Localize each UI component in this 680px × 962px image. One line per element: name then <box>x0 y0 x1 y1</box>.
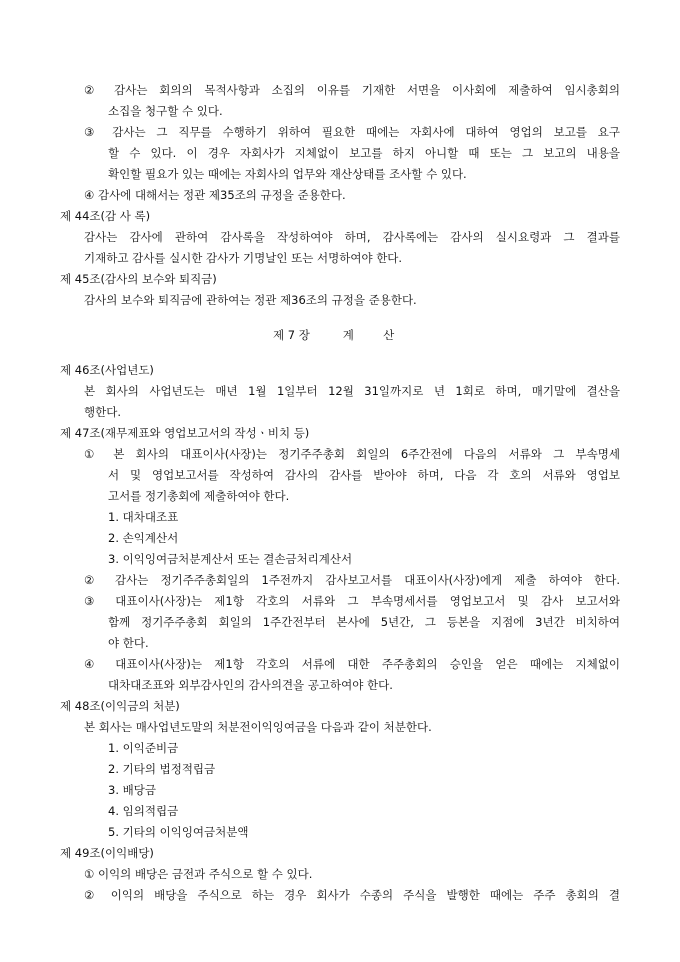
chapter-heading: 제 7 장 계 산 <box>273 328 395 342</box>
text-line: ④ 대표이사(사장)는 제1항 각호의 서류에 대한 주주총회의 승인을 얻은 때에는 지체없이 <box>84 657 620 671</box>
list-item: 2. 기타의 법정적립금 <box>108 762 216 776</box>
list-item: 3. 이익잉여금처분계산서 또는 결손금처리계산서 <box>108 552 353 566</box>
text-line: 확인할 필요가 있는 때에는 자회사의 업무와 재산상태를 조사할 수 있다. <box>108 167 467 181</box>
list-item: 1. 이익준비금 <box>108 741 179 755</box>
text-line: ① 이익의 배당은 금전과 주식으로 할 수 있다. <box>84 867 313 881</box>
article-heading: 제 49조(이익배당) <box>60 846 154 860</box>
text-line: 고서를 정기총회에 제출하여야 한다. <box>108 489 290 503</box>
article-heading: 제 45조(감사의 보수와 퇴직금) <box>60 272 217 286</box>
text-line: 함께 정기주주총회 회일의 1주간전부터 본사에 5년간, 그 등본을 지점에 3년간 비치하여 <box>108 615 620 629</box>
text-line: 할 수 있다. 이 경우 자회사가 지체없이 보고를 하지 아니할 때 또는 그 보고의 내용을 <box>108 146 620 160</box>
text-line: ② 이익의 배당을 주식으로 하는 경우 회사가 수종의 주식을 발행한 때에는 주주 총회의 결 <box>84 888 620 902</box>
text-line: 감사의 보수와 퇴직금에 관하여는 정관 제36조의 규정을 준용한다. <box>84 293 417 307</box>
text-line: 감사는 감사에 관하여 감사록을 작성하여야 하며, 감사록에는 감사의 실시요령과 그 결과를 <box>84 230 620 244</box>
list-item: 5. 기타의 이익잉여금처분액 <box>108 825 249 839</box>
article-heading: 제 47조(재무제표와 영업보고서의 작성ㆍ비치 등) <box>60 426 310 440</box>
text-line: 서 및 영업보고서를 작성하여 감사의 감사를 받아야 하며, 다음 각 호의 서류와 영업보 <box>108 468 620 482</box>
text-line: 소집을 청구할 수 있다. <box>108 104 223 118</box>
list-item: 1. 대차대조표 <box>108 510 179 524</box>
text-line: ② 감사는 정기주주총회일의 1주전까지 감사보고서를 대표이사(사장)에게 제출 하여야 한다. <box>84 573 620 587</box>
text-line: 본 회사는 매사업년도말의 처분전이익잉여금을 다음과 같이 처분한다. <box>84 720 432 734</box>
text-line: 본 회사의 사업년도는 매년 1월 1일부터 12월 31일까지로 년 1회로 하며, 매기말에 결산을 <box>84 384 620 398</box>
text-line: 행한다. <box>84 405 121 419</box>
text-line: 기재하고 감사를 실시한 감사가 기명날인 또는 서명하여야 한다. <box>84 251 403 265</box>
list-item: 4. 임의적립금 <box>108 804 179 818</box>
text-line: ④ 감사에 대해서는 정관 제35조의 규정을 준용한다. <box>84 188 346 202</box>
text-line: ② 감사는 회의의 목적사항과 소집의 이유를 기재한 서면을 이사회에 제출하여 임시총회의 <box>84 83 620 97</box>
article-heading: 제 44조(감 사 록) <box>60 209 151 223</box>
list-item: 3. 배당금 <box>108 783 156 797</box>
list-item: 2. 손익계산서 <box>108 531 179 545</box>
article-heading: 제 46조(사업년도) <box>60 363 154 377</box>
text-line: ① 본 회사의 대표이사(사장)는 정기주주총회 회일의 6주간전에 다음의 서류와 그 부속명세 <box>84 447 620 461</box>
text-line: ③ 감사는 그 직무를 수행하기 위하여 필요한 때에는 자회사에 대하여 영업의 보고를 요구 <box>84 125 620 139</box>
text-line: ③ 대표이사(사장)는 제1항 각호의 서류와 그 부속명세서를 영업보고서 및 감사 보고서와 <box>84 594 620 608</box>
article-heading: 제 48조(이익금의 처분) <box>60 699 180 713</box>
text-line: 대차대조표와 외부감사인의 감사의견을 공고하여야 한다. <box>108 678 393 692</box>
text-line: 야 한다. <box>108 636 149 650</box>
